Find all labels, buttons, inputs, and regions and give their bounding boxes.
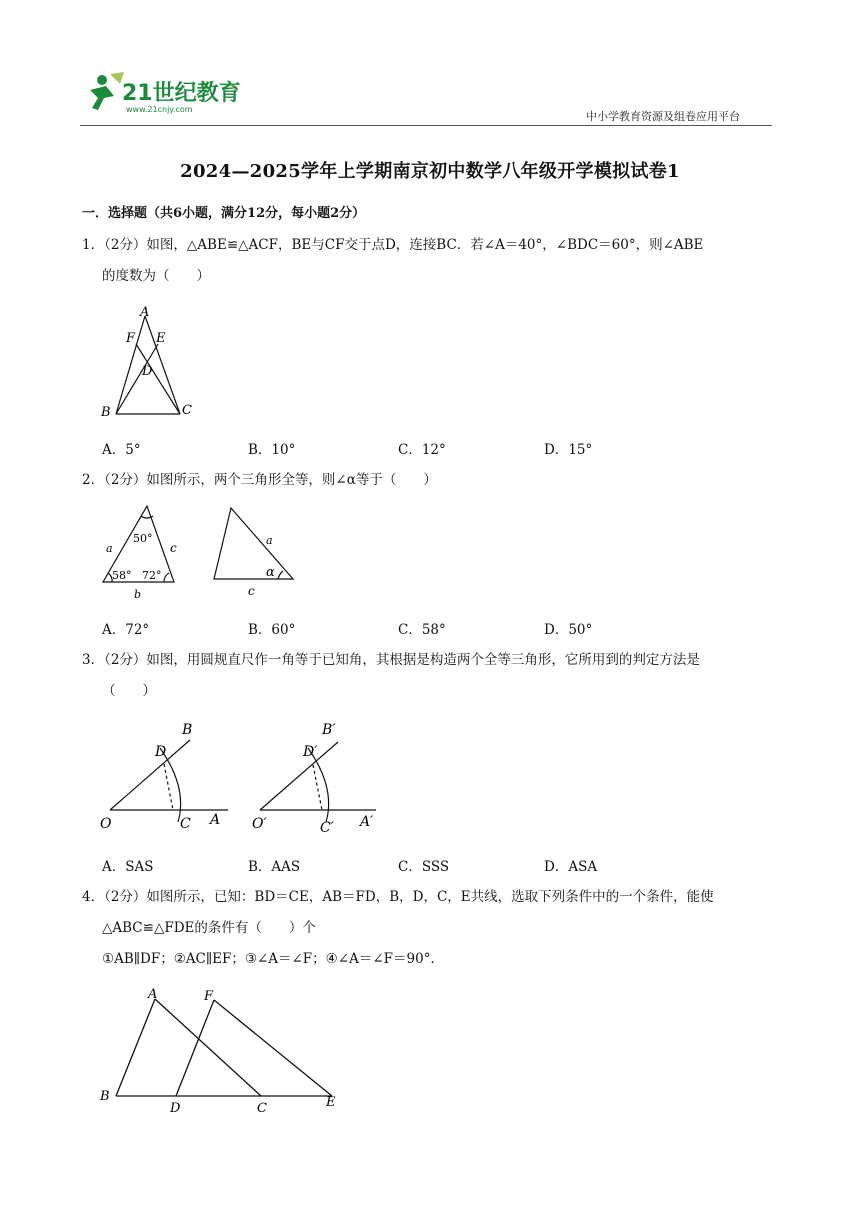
q4-label-c: C	[257, 1101, 267, 1116]
q2-label-c2: c	[248, 584, 255, 598]
header-divider	[80, 125, 772, 126]
logo-url: www.21cnjy.com	[126, 105, 193, 114]
question-4-text-cont: △ABC≌△FDE的条件有（ ）个	[102, 920, 316, 936]
q2-label-c1: c	[170, 541, 177, 555]
q3-option-b[interactable]: B．AAS	[248, 859, 301, 875]
q2-label-a2: a	[266, 534, 273, 547]
q3-label-d-prime: D′	[303, 744, 318, 760]
q4-label-f: F	[204, 989, 214, 1004]
question-1-text-cont: 的度数为（ ）	[102, 268, 210, 284]
q3-label-d: D	[155, 744, 167, 760]
page-title: 2024—2025学年上学期南京初中数学八年级开学模拟试卷1	[180, 161, 680, 182]
q2-option-b[interactable]: B．60°	[248, 622, 296, 638]
q2-label-72: 72°	[142, 569, 162, 582]
q1-label-e: E	[156, 331, 166, 346]
question-2	[82, 465, 780, 496]
q3-label-b: B	[182, 722, 193, 738]
q3-label-a-prime: A′	[360, 814, 374, 830]
q1-label-b: B	[101, 405, 111, 420]
question-4	[82, 882, 780, 975]
logo-text: 21世纪教育	[122, 81, 241, 106]
q2-option-a[interactable]: A．72°	[102, 622, 150, 638]
q1-label-f: F	[126, 331, 136, 346]
question-3	[82, 645, 780, 707]
q3-option-d[interactable]: D．ASA	[544, 859, 598, 875]
question-3-text-cont: （ ）	[102, 683, 156, 699]
q4-label-b: B	[100, 1089, 110, 1104]
q1-option-a[interactable]: A．5°	[102, 442, 141, 458]
question-4-conditions: ①AB∥DF；②AC∥EF；③∠A＝∠F；④∠A＝∠F＝90°．	[102, 951, 444, 967]
q3-label-c-prime: C′	[320, 820, 334, 836]
q4-label-d: D	[170, 1101, 181, 1116]
q3-label-a: A	[210, 812, 221, 828]
q2-option-c[interactable]: C．58°	[398, 622, 446, 638]
figure-q4	[98, 984, 348, 1116]
q1-option-c[interactable]: C．12°	[398, 442, 446, 458]
q3-label-o: O	[100, 816, 112, 832]
q1-label-d: D	[142, 364, 153, 379]
question-1-text: 1．（2分）如图，△ABE≌△ACF，BE与CF交于点D，连接BC．若∠A＝40°，∠BDC＝60°，则∠ABE	[82, 237, 704, 253]
q4-label-a: A	[148, 987, 158, 1002]
question-4-text: 4．（2分）如图所示，已知：BD＝CE，AB＝FD，B，D，C，E共线，选取下列条件中的一个条件，能使	[82, 889, 714, 905]
question-3-text: 3．（2分）如图，用圆规直尺作一角等于已知角，其根据是构造两个全等三角形，它所用到的判定方法是	[82, 652, 700, 668]
q1-label-c: C	[182, 403, 192, 418]
q3-option-c[interactable]: C．SSS	[398, 859, 450, 875]
q1-option-d[interactable]: D．15°	[544, 442, 593, 458]
q3-label-o-prime: O′	[252, 816, 267, 832]
platform-name: 中小学教育资源及组卷应用平台	[586, 110, 740, 123]
q3-label-c: C	[180, 816, 191, 832]
question-1	[82, 230, 780, 292]
figure-q1	[98, 302, 198, 422]
q2-option-d[interactable]: D．50°	[544, 622, 593, 638]
q1-option-b[interactable]: B．10°	[248, 442, 296, 458]
q4-label-e: E	[326, 1095, 336, 1110]
q1-label-a: A	[140, 305, 150, 320]
section-heading: 一．选择题（共6小题，满分12分，每小题2分）	[82, 206, 366, 221]
q2-label-b1: b	[134, 588, 142, 601]
q2-label-alpha: α	[266, 565, 275, 580]
q3-option-a[interactable]: A．SAS	[102, 859, 154, 875]
q2-label-a1: a	[106, 542, 113, 555]
runner-icon	[90, 72, 124, 110]
figure-q2	[98, 502, 308, 602]
q3-label-b-prime: B′	[322, 722, 336, 738]
site-logo	[80, 70, 250, 116]
q2-label-50: 50°	[133, 532, 153, 545]
question-2-text: 2．（2分）如图所示，两个三角形全等，则∠α等于（ ）	[82, 472, 437, 488]
q2-label-58: 58°	[112, 569, 132, 582]
figure-q3	[98, 718, 388, 838]
